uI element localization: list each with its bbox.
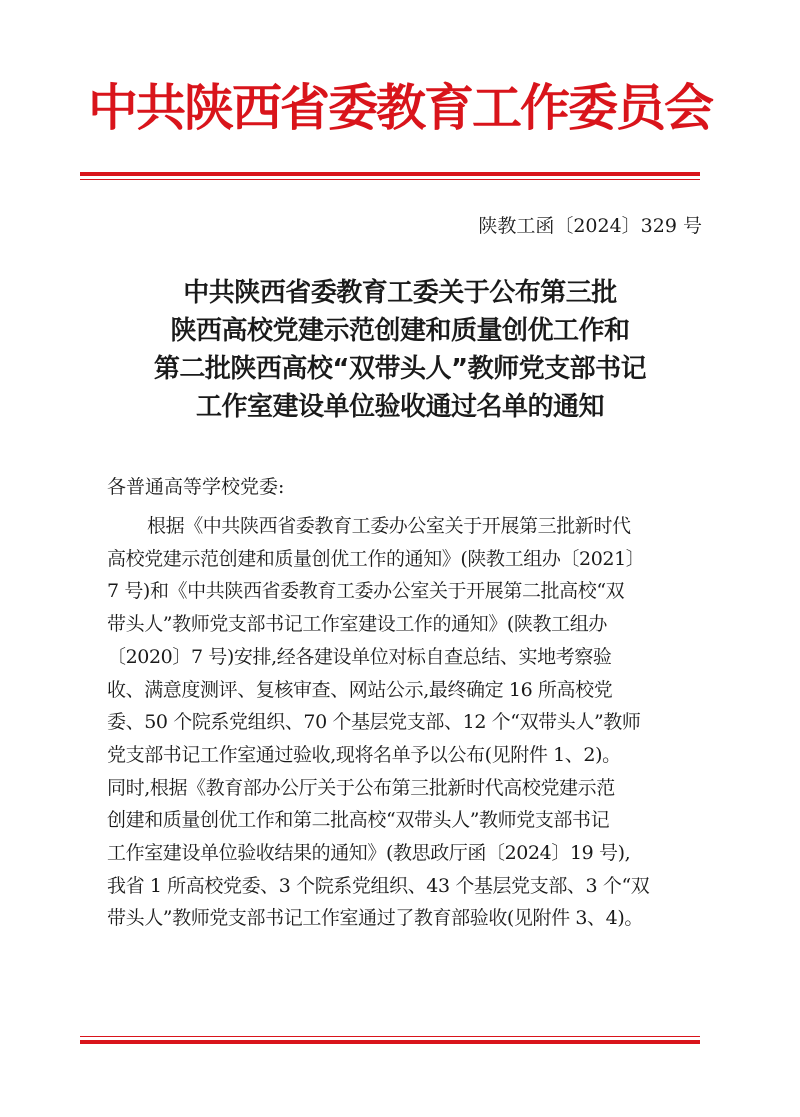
body-paragraph — [107, 510, 707, 935]
body-line: 7 号)和《中共陕西省委教育工委办公室关于开展第二批高校“双 — [107, 580, 625, 603]
body-line: 工作室建设单位验收结果的通知》(教思政厅函〔2024〕19 号), — [107, 842, 631, 865]
body-line: 委、50 个院系党组织、70 个基层党支部、12 个“双带头人”教师 — [107, 711, 641, 734]
document-title — [60, 274, 740, 426]
body-line: 党支部书记工作室通过验收,现将名单予以公布(见附件 1、2)。 — [107, 743, 621, 766]
title-line: 陕西高校党建示范创建和质量创优工作和 — [170, 316, 630, 346]
document-number: 陕教工函〔2024〕329 号 — [478, 215, 702, 237]
header-divider-thick — [80, 172, 700, 176]
title-line: 中共陕西省委教育工委关于公布第三批 — [183, 278, 617, 308]
title-line: 第二批陕西高校“双带头人”教师党支部书记 — [153, 354, 647, 384]
body-line: 我省 1 所高校党委、3 个院系党组织、43 个基层党支部、3 个“双 — [107, 874, 650, 897]
body-line: 高校党建示范创建和质量创优工作的通知》(陕教工组办〔2021〕 — [107, 547, 645, 570]
issuing-organization-header: 中共陕西省委教育工作委员会 — [88, 79, 712, 137]
body-line: 带头人”教师党支部书记工作室建设工作的通知》(陕教工组办 — [107, 613, 607, 636]
footer-divider-thick — [80, 1040, 700, 1044]
body-line: 带头人”教师党支部书记工作室通过了教育部验收(见附件 3、4)。 — [107, 907, 643, 930]
title-line: 工作室建设单位验收通过名单的通知 — [195, 392, 604, 422]
header-divider-thin — [80, 179, 700, 180]
body-line: 根据《中共陕西省委教育工委办公室关于开展第三批新时代 — [147, 515, 631, 537]
body-line: 〔2020〕7 号)安排,经各建设单位对标自查总结、实地考察验 — [107, 645, 612, 668]
salutation: 各普通高等学校党委: — [107, 476, 285, 498]
body-line: 收、满意度测评、复核审查、网站公示,最终确定 16 所高校党 — [107, 678, 613, 701]
body-line: 创建和质量创优工作和第二批高校“双带头人”教师党支部书记 — [107, 809, 610, 832]
body-line: 同时,根据《教育部办公厅关于公布第三批新时代高校党建示范 — [107, 776, 615, 799]
footer-divider-thin — [80, 1036, 700, 1037]
